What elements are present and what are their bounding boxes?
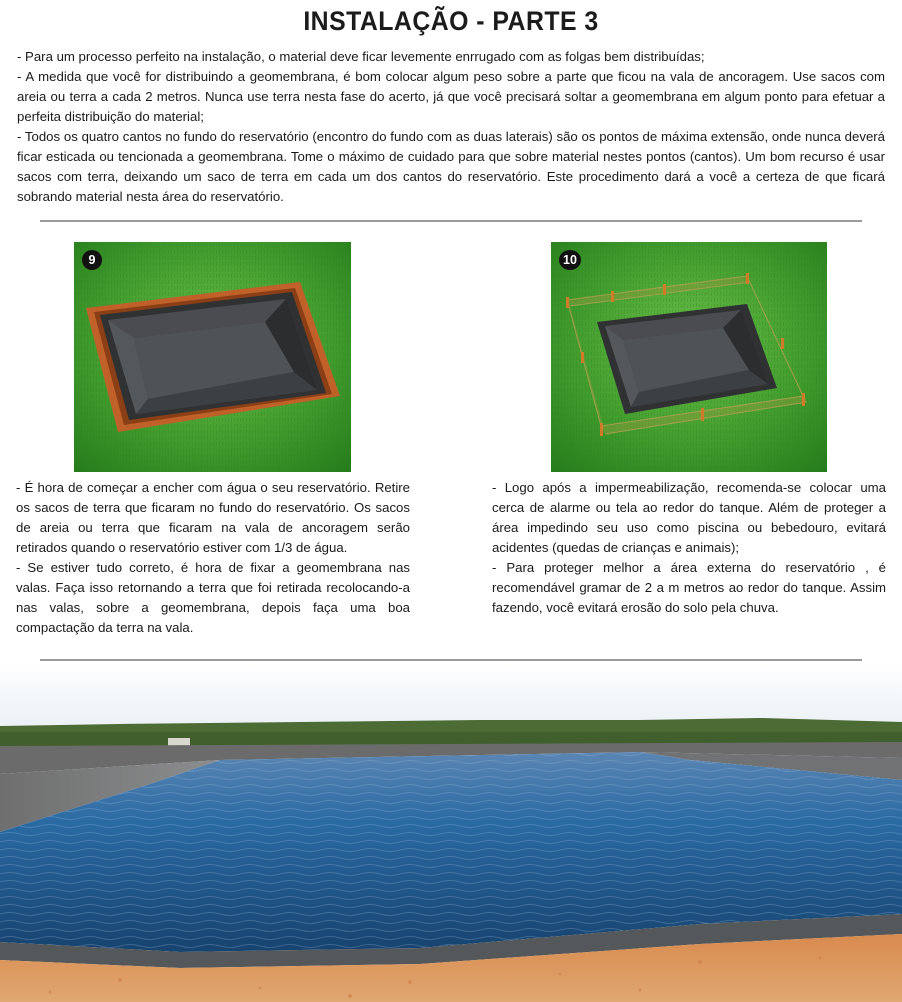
reservoir-photo xyxy=(0,662,902,1002)
step-number-badge: 10 xyxy=(559,250,581,270)
step-9-text xyxy=(16,478,410,638)
intro-paragraph: - Para um processo perfeito na instalação, o material deve ficar levemente enrrugado com as folgas bem distribuídas; xyxy=(17,49,705,64)
intro-paragraph: - Todos os quatro cantos no fundo do reservatório (encontro do fundo com as duas laterais) são os pontos de máxima extensão, onde nunca deverá ficar esticada ou tencionada a geomembrana. Tome o máximo de cuidado para que sobre material nestes pontos (cantos). Um bom recurso é usar sacos com terra, deixando um saco de terra em cada um dos cantos do reservatório. Este procedimento dará a você a certeza de que ficará sobrando material nesta área do reservatório. xyxy=(17,129,885,204)
pump-house xyxy=(168,738,190,746)
step-9-paragraph: - É hora de começar a encher com água o seu reservatório. Retire os sacos de terra que ficaram no fundo do reservatório. Os sacos de areia ou terra que ficaram na vala de ancoragem serão retirados quando o reservatório estiver com 1/3 de água. xyxy=(16,480,410,555)
page-title: INSTALAÇÃO - PARTE 3 xyxy=(303,6,599,36)
reservoir-fence-illustration xyxy=(551,242,827,472)
reservoir-trench-illustration xyxy=(74,242,351,472)
step-number-badge: 9 xyxy=(82,250,102,270)
intro-text xyxy=(17,47,885,207)
section-divider-top xyxy=(40,220,862,222)
step-9-illustration xyxy=(74,242,351,472)
step-10-paragraph: - Para proteger melhor a área externa do reservatório , é recomendável gramar de 2 a m metros ao redor do tanque. Assim fazendo, você evitará erosão do solo pela chuva. xyxy=(492,560,886,615)
section-divider-bottom xyxy=(40,659,862,661)
filled-reservoir-photo xyxy=(0,662,902,1002)
intro-paragraph: - A medida que você for distribuindo a geomembrana, é bom colocar algum peso sobre a parte que ficou na vala de ancoragem. Use sacos com areia ou terra a cada 2 metros. Nunca use terra nesta fase do acerto, já que você precisará soltar a geomembrana em algum ponto para efetuar a perfeita distribuição do material; xyxy=(17,69,885,124)
step-10-paragraph: - Logo após a impermeabilização, recomenda-se colocar uma cerca de alarme ou tela ao redor do tanque. Além de proteger a área impedindo seu uso como piscina ou bebedouro, evitará acidentes (quedas de crianças e animais); xyxy=(492,480,886,555)
step-10-text xyxy=(492,478,886,618)
step-9-paragraph: - Se estiver tudo correto, é hora de fixar a geomembrana nas valas. Faça isso retornando a terra que foi retirada recolocando-a nas valas, sobre a geomembrana, depois faça uma boa compactação da terra na vala. xyxy=(16,560,410,635)
step-10-illustration xyxy=(551,242,827,472)
